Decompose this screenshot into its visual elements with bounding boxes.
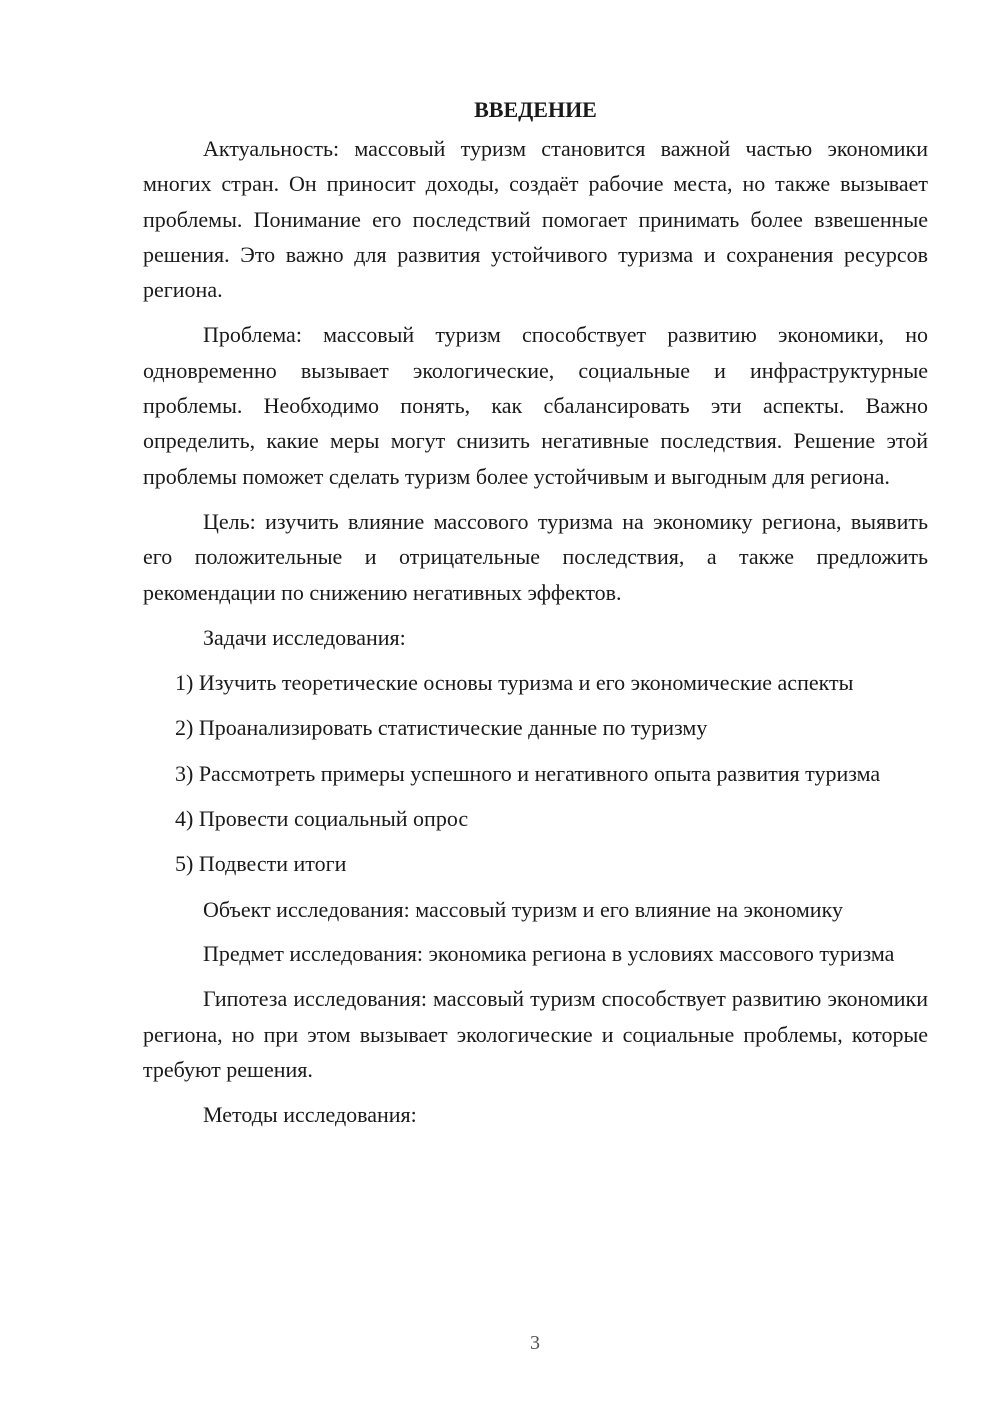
paragraph-relevance: Актуальность: массовый туризм становится важной частью экономики многих стран. Он приносит доходы, создаёт рабочие места, но также вызывает проблемы. Понимание его последствий помогает принимать более взвешенные решения. Это важно для развития устойчивого туризма и сохранения ресурсов региона. (143, 136, 928, 303)
page-number: 3 (530, 1332, 540, 1354)
paragraph-hypothesis: Гипотеза исследования: массовый туризм способствует развитию экономики региона, но при этом вызывает экологические и социальные проблемы, которые требуют решения. (143, 986, 928, 1082)
paragraph-subject: Предмет исследования: экономика региона в условиях массового туризма (203, 940, 895, 966)
section-heading: ВВЕДЕНИЕ (474, 97, 597, 122)
methods-title: Методы исследования: (203, 1102, 417, 1128)
paragraph-goal: Цель: изучить влияние массового туризма на экономику региона, выявить его положительные и отрицательные последствия, а также предложить рекомендации по снижению негативных эффектов. (143, 508, 928, 605)
list-item: 2) Проанализировать статистические данные по туризму (175, 715, 708, 741)
paragraph-object: Объект исследования: массовый туризм и его влияние на экономику (203, 896, 843, 922)
list-item: 4) Провести социальный опрос (175, 806, 469, 832)
tasks-title: Задачи исследования: (203, 624, 406, 650)
tasks-list (143, 665, 928, 881)
paragraph-problem: Проблема: массовый туризм способствует развитию экономики, но одновременно вызывает экологические, социальные и инфраструктурные проблемы. Необходимо понять, как сбалансировать эти аспекты. Важно определить, какие меры могут снизить негативные последствия. Решение этой проблемы поможет сделать туризм более устойчивым и выгодным для региона. (143, 322, 928, 489)
list-item: 1) Изучить теоретические основы туризма и его экономические аспекты (175, 670, 854, 696)
list-item: 5) Подвести итоги (175, 851, 347, 877)
list-item: 3) Рассмотреть примеры успешного и негативного опыта развития туризма (175, 760, 881, 786)
document-page (143, 92, 928, 1142)
